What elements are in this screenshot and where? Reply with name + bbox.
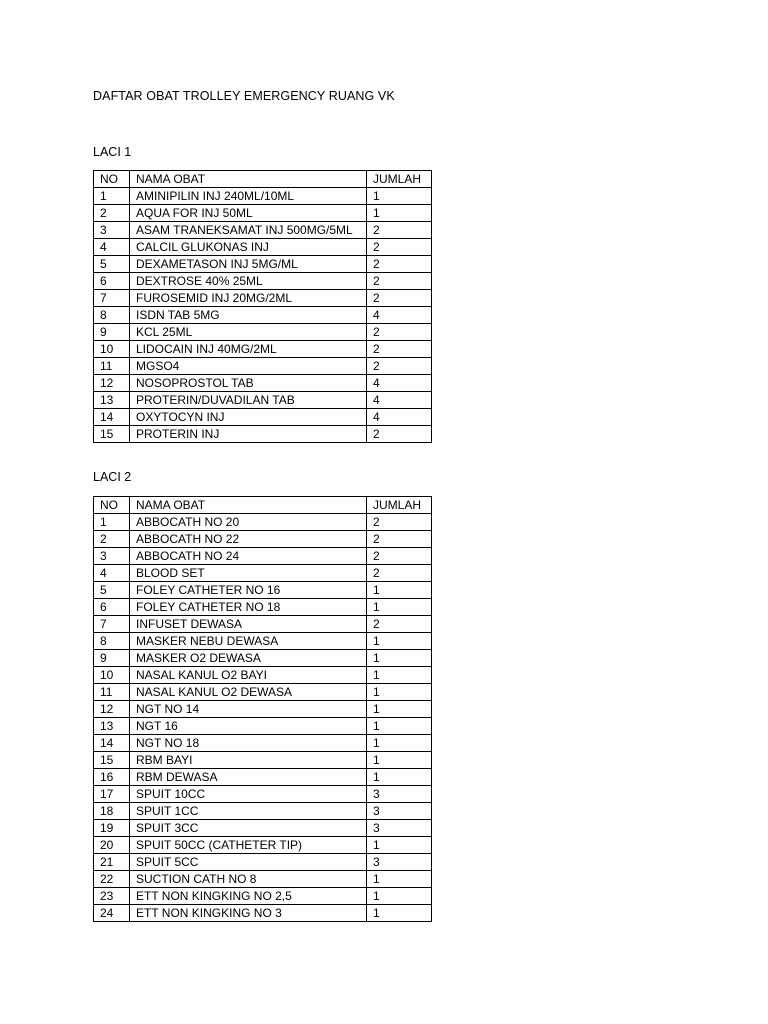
cell-no: 13 [94,718,130,735]
cell-nama-obat: SUCTION CATH NO 8 [130,871,367,888]
cell-no: 4 [94,565,130,582]
cell-no: 19 [94,820,130,837]
cell-nama-obat: FOLEY CATHETER NO 18 [130,599,367,616]
cell-jumlah: 2 [367,358,432,375]
document-title: DAFTAR OBAT TROLLEY EMERGENCY RUANG VK [93,89,395,103]
cell-nama-obat: AMINIPILIN INJ 240ML/10ML [130,188,367,205]
table-row [94,667,432,684]
cell-jumlah: 2 [367,616,432,633]
cell-jumlah: 1 [367,667,432,684]
cell-nama-obat: ABBOCATH NO 20 [130,514,367,531]
cell-nama-obat: AQUA FOR INJ 50ML [130,205,367,222]
cell-jumlah: 1 [367,650,432,667]
table-row [94,752,432,769]
cell-jumlah: 1 [367,701,432,718]
cell-nama-obat: NOSOPROSTOL TAB [130,375,367,392]
cell-no: 3 [94,222,130,239]
table-row [94,616,432,633]
cell-jumlah: 1 [367,684,432,701]
table-row [94,888,432,905]
cell-nama-obat: MGSO4 [130,358,367,375]
table-row [94,837,432,854]
cell-jumlah: 2 [367,426,432,443]
cell-nama-obat: DEXAMETASON INJ 5MG/ML [130,256,367,273]
cell-nama-obat: SPUIT 10CC [130,786,367,803]
cell-nama-obat: ASAM TRANEKSAMAT INJ 500MG/5ML [130,222,367,239]
table-row [94,324,432,341]
cell-jumlah: 3 [367,786,432,803]
cell-jumlah: 2 [367,548,432,565]
cell-nama-obat: ABBOCATH NO 24 [130,548,367,565]
cell-no: 14 [94,409,130,426]
table-row [94,854,432,871]
cell-nama-obat: ETT NON KINGKING NO 3 [130,905,367,922]
table-row [94,684,432,701]
table-row [94,392,432,409]
cell-no: 11 [94,684,130,701]
cell-no: 5 [94,582,130,599]
cell-nama-obat: RBM BAYI [130,752,367,769]
table-row [94,531,432,548]
column-header-jumlah: JUMLAH [367,171,432,188]
cell-jumlah: 2 [367,565,432,582]
column-header-nama-obat: NAMA OBAT [130,171,367,188]
cell-nama-obat: PROTERIN/DUVADILAN TAB [130,392,367,409]
table-row [94,409,432,426]
cell-nama-obat: PROTERIN INJ [130,426,367,443]
table-row [94,341,432,358]
cell-jumlah: 1 [367,599,432,616]
cell-jumlah: 1 [367,718,432,735]
cell-nama-obat: ETT NON KINGKING NO 2,5 [130,888,367,905]
section-label-laci-2: LACI 2 [93,470,132,484]
table-row [94,273,432,290]
cell-jumlah: 1 [367,769,432,786]
cell-no: 3 [94,548,130,565]
drug-table-laci-2 [93,496,432,922]
cell-no: 12 [94,701,130,718]
cell-no: 15 [94,426,130,443]
cell-jumlah: 1 [367,633,432,650]
table-row [94,650,432,667]
cell-no: 16 [94,769,130,786]
cell-jumlah: 2 [367,531,432,548]
table-row [94,358,432,375]
table-row [94,718,432,735]
cell-nama-obat: MASKER O2 DEWASA [130,650,367,667]
cell-no: 13 [94,392,130,409]
cell-nama-obat: BLOOD SET [130,565,367,582]
table-row [94,769,432,786]
cell-nama-obat: RBM DEWASA [130,769,367,786]
cell-nama-obat: NASAL KANUL O2 DEWASA [130,684,367,701]
table-row [94,820,432,837]
cell-no: 4 [94,239,130,256]
cell-nama-obat: LIDOCAIN INJ 40MG/2ML [130,341,367,358]
cell-no: 11 [94,358,130,375]
cell-no: 7 [94,616,130,633]
table-row [94,599,432,616]
table-row [94,871,432,888]
cell-jumlah: 2 [367,256,432,273]
cell-jumlah: 3 [367,820,432,837]
cell-jumlah: 1 [367,188,432,205]
section-label-laci-1: LACI 1 [93,145,132,159]
table-row [94,565,432,582]
cell-jumlah: 1 [367,752,432,769]
cell-nama-obat: FOLEY CATHETER NO 16 [130,582,367,599]
cell-no: 10 [94,667,130,684]
cell-no: 12 [94,375,130,392]
cell-nama-obat: NGT 16 [130,718,367,735]
cell-no: 8 [94,633,130,650]
cell-nama-obat: MASKER NEBU DEWASA [130,633,367,650]
cell-nama-obat: SPUIT 5CC [130,854,367,871]
cell-jumlah: 2 [367,290,432,307]
cell-jumlah: 4 [367,392,432,409]
table-row [94,905,432,922]
cell-no: 1 [94,188,130,205]
cell-no: 2 [94,205,130,222]
table-row [94,307,432,324]
cell-no: 15 [94,752,130,769]
cell-jumlah: 4 [367,307,432,324]
cell-no: 6 [94,273,130,290]
cell-nama-obat: FUROSEMID INJ 20MG/2ML [130,290,367,307]
cell-nama-obat: SPUIT 3CC [130,820,367,837]
cell-nama-obat: SPUIT 50CC (CATHETER TIP) [130,837,367,854]
cell-nama-obat: ABBOCATH NO 22 [130,531,367,548]
cell-nama-obat: SPUIT 1CC [130,803,367,820]
table-row [94,786,432,803]
cell-nama-obat: CALCIL GLUKONAS INJ [130,239,367,256]
cell-jumlah: 1 [367,582,432,599]
cell-jumlah: 1 [367,888,432,905]
cell-no: 14 [94,735,130,752]
cell-no: 9 [94,650,130,667]
table-row [94,188,432,205]
table-row [94,701,432,718]
cell-nama-obat: NASAL KANUL O2 BAYI [130,667,367,684]
cell-jumlah: 3 [367,854,432,871]
table-row [94,426,432,443]
cell-jumlah: 2 [367,273,432,290]
cell-nama-obat: DEXTROSE 40% 25ML [130,273,367,290]
cell-jumlah: 2 [367,324,432,341]
cell-jumlah: 2 [367,514,432,531]
table-row [94,256,432,273]
cell-no: 22 [94,871,130,888]
table-body [94,497,432,922]
cell-no: 10 [94,341,130,358]
cell-no: 9 [94,324,130,341]
cell-jumlah: 1 [367,205,432,222]
cell-nama-obat: INFUSET DEWASA [130,616,367,633]
cell-jumlah: 3 [367,803,432,820]
table-row [94,239,432,256]
cell-no: 7 [94,290,130,307]
cell-jumlah: 2 [367,239,432,256]
cell-nama-obat: ISDN TAB 5MG [130,307,367,324]
cell-no: 2 [94,531,130,548]
column-header-no: NO [94,497,130,514]
cell-no: 21 [94,854,130,871]
cell-nama-obat: NGT NO 18 [130,735,367,752]
table-row [94,375,432,392]
table-row [94,633,432,650]
table-body [94,171,432,443]
table-row [94,735,432,752]
cell-nama-obat: NGT NO 14 [130,701,367,718]
table-header-row [94,497,432,514]
cell-jumlah: 1 [367,905,432,922]
column-header-no: NO [94,171,130,188]
cell-no: 1 [94,514,130,531]
cell-jumlah: 4 [367,375,432,392]
table-row [94,582,432,599]
table-row [94,205,432,222]
drug-table-laci-1 [93,170,432,443]
cell-no: 24 [94,905,130,922]
cell-no: 17 [94,786,130,803]
cell-jumlah: 1 [367,871,432,888]
cell-no: 5 [94,256,130,273]
cell-jumlah: 1 [367,837,432,854]
cell-no: 18 [94,803,130,820]
cell-jumlah: 2 [367,341,432,358]
column-header-nama-obat: NAMA OBAT [130,497,367,514]
cell-jumlah: 4 [367,409,432,426]
cell-no: 6 [94,599,130,616]
table-row [94,222,432,239]
cell-nama-obat: OXYTOCYN INJ [130,409,367,426]
cell-nama-obat: KCL 25ML [130,324,367,341]
column-header-jumlah: JUMLAH [367,497,432,514]
cell-no: 20 [94,837,130,854]
cell-no: 8 [94,307,130,324]
cell-jumlah: 1 [367,735,432,752]
table-row [94,548,432,565]
table-header-row [94,171,432,188]
table-row [94,514,432,531]
cell-jumlah: 2 [367,222,432,239]
table-row [94,803,432,820]
cell-no: 23 [94,888,130,905]
table-row [94,290,432,307]
